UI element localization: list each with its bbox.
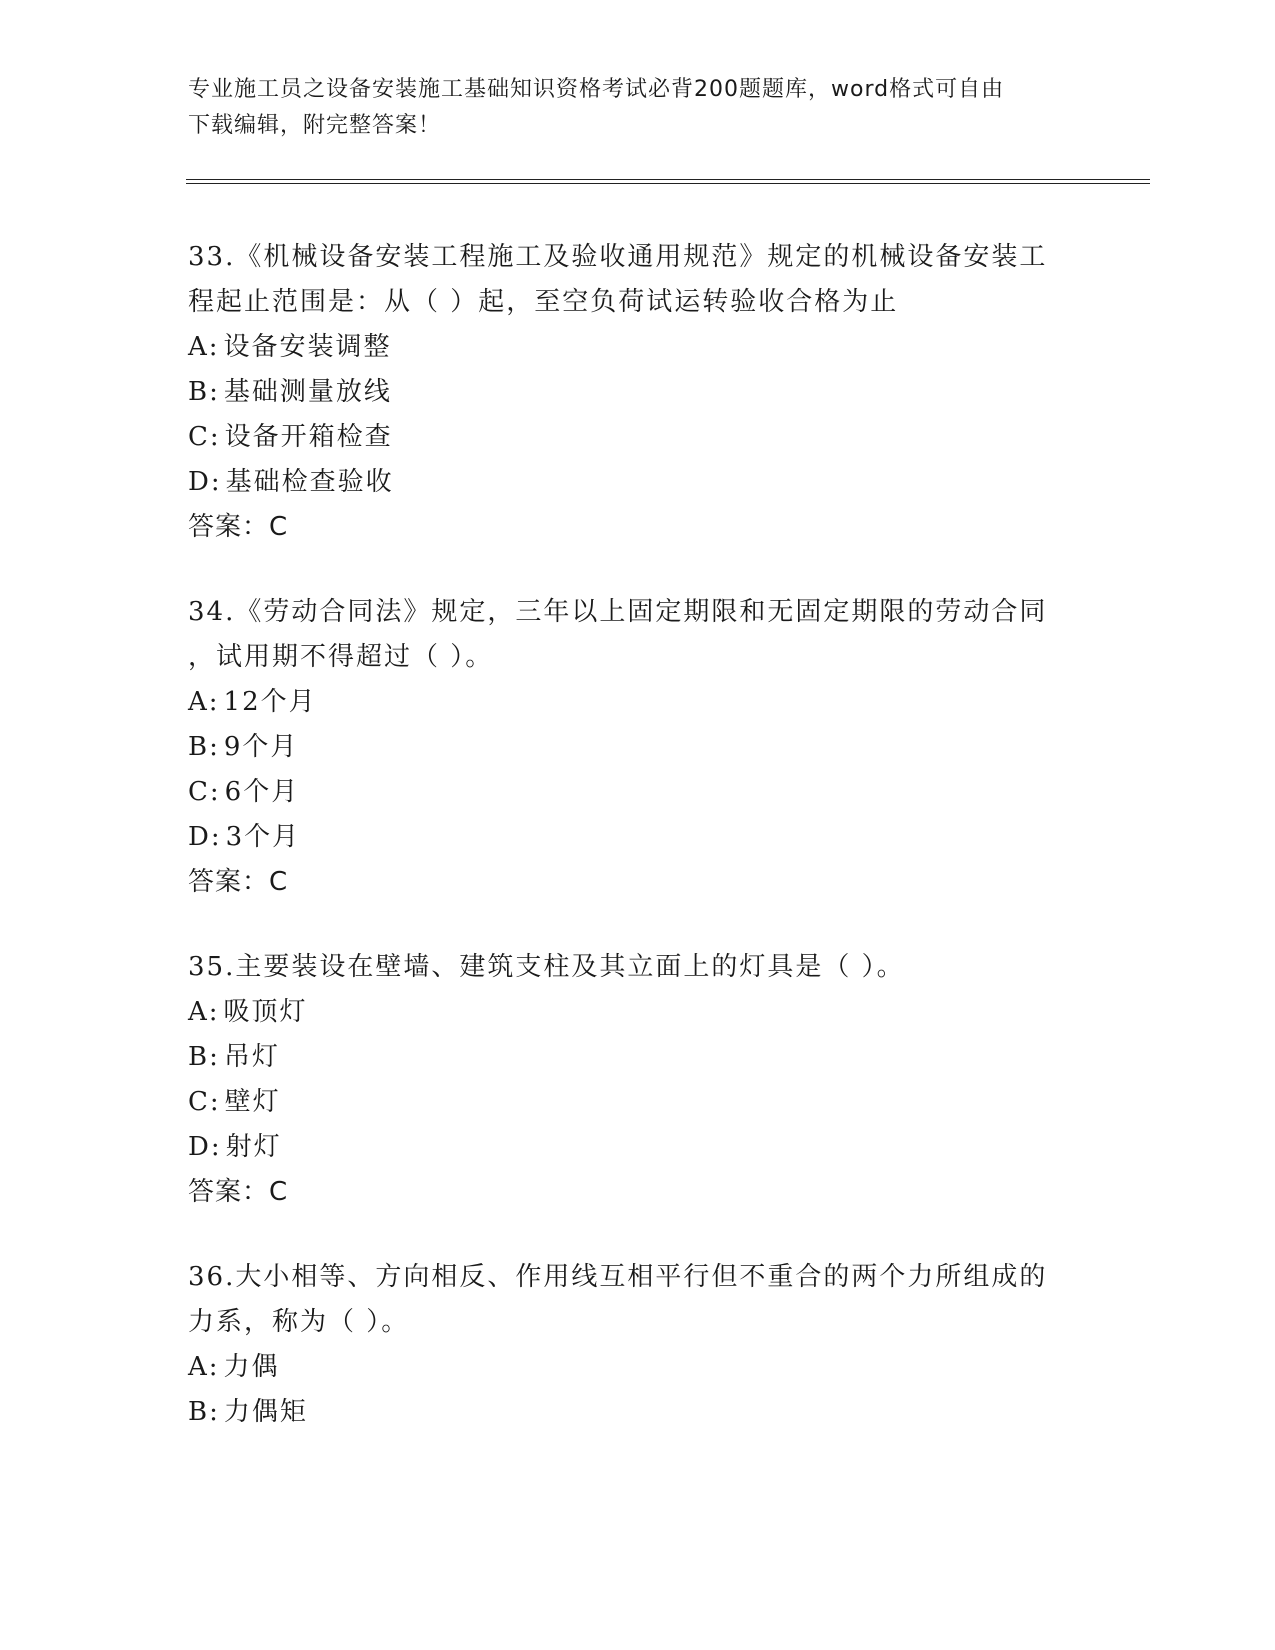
option-d	[188, 460, 1088, 505]
question-33	[188, 235, 1088, 550]
option-key: A:	[188, 332, 220, 362]
option-a	[188, 1345, 1088, 1390]
option-key: A:	[188, 687, 220, 717]
question-list	[188, 235, 1088, 1475]
option-b	[188, 1390, 1088, 1435]
question-stem-line: 程起止范围是：从（ ）起，至空负荷试运转验收合格为止	[188, 287, 899, 317]
question-stem-line: 34.《劳动合同法》规定，三年以上固定期限和无固定期限的劳动合同	[188, 597, 1048, 627]
option-a	[188, 325, 1088, 370]
option-text: 3个月	[225, 822, 301, 852]
option-text: 力偶	[223, 1352, 280, 1382]
question-34	[188, 590, 1088, 905]
question-stem-line: 33.《机械设备安装工程施工及验收通用规范》规定的机械设备安装工	[188, 242, 1048, 272]
option-text: 6个月	[224, 777, 300, 807]
option-key: B:	[188, 1042, 220, 1072]
question-35	[188, 945, 1088, 1215]
option-key: B:	[188, 1397, 220, 1427]
option-d	[188, 1125, 1088, 1170]
option-b	[188, 370, 1088, 415]
question-stem-line: 力系，称为（ ）。	[188, 1307, 410, 1337]
option-c	[188, 770, 1088, 815]
answer-line: 答案：C	[188, 867, 289, 897]
option-text: 壁灯	[224, 1087, 281, 1117]
question-stem-line: 35.主要装设在壁墙、建筑支柱及其立面上的灯具是（ ）。	[188, 952, 905, 982]
header-line-2: 下载编辑，附完整答案！	[188, 113, 442, 138]
option-text: 基础测量放线	[223, 377, 392, 407]
option-key: D:	[188, 1132, 222, 1162]
option-text: 12个月	[223, 687, 317, 717]
option-a	[188, 990, 1088, 1035]
answer-line: 答案：C	[188, 512, 289, 542]
header-divider-top	[186, 179, 1150, 180]
document-header	[188, 72, 1068, 144]
option-text: 设备开箱检查	[224, 422, 393, 452]
option-text: 力偶矩	[223, 1397, 308, 1427]
option-key: D:	[188, 467, 222, 497]
option-key: B:	[188, 377, 220, 407]
option-key: D:	[188, 822, 222, 852]
option-key: A:	[188, 1352, 220, 1382]
option-key: C:	[188, 1087, 221, 1117]
option-text: 9个月	[223, 732, 299, 762]
answer-line: 答案：C	[188, 1177, 289, 1207]
option-key: C:	[188, 777, 221, 807]
option-text: 吊灯	[223, 1042, 280, 1072]
header-line-1: 专业施工员之设备安装施工基础知识资格考试必背200题题库，word格式可自由	[188, 77, 1005, 102]
question-36	[188, 1255, 1088, 1435]
option-key: C:	[188, 422, 221, 452]
header-divider-bottom	[186, 183, 1150, 184]
option-b	[188, 725, 1088, 770]
option-text: 吸顶灯	[223, 997, 308, 1027]
option-a	[188, 680, 1088, 725]
option-text: 基础检查验收	[225, 467, 394, 497]
option-key: B:	[188, 732, 220, 762]
option-text: 设备安装调整	[223, 332, 392, 362]
question-stem-line: ，试用期不得超过（ ）。	[188, 642, 494, 672]
option-c	[188, 415, 1088, 460]
option-b	[188, 1035, 1088, 1080]
option-d	[188, 815, 1088, 860]
option-text: 射灯	[225, 1132, 282, 1162]
question-stem-line: 36.大小相等、方向相反、作用线互相平行但不重合的两个力所组成的	[188, 1262, 1048, 1292]
option-key: A:	[188, 997, 220, 1027]
option-c	[188, 1080, 1088, 1125]
